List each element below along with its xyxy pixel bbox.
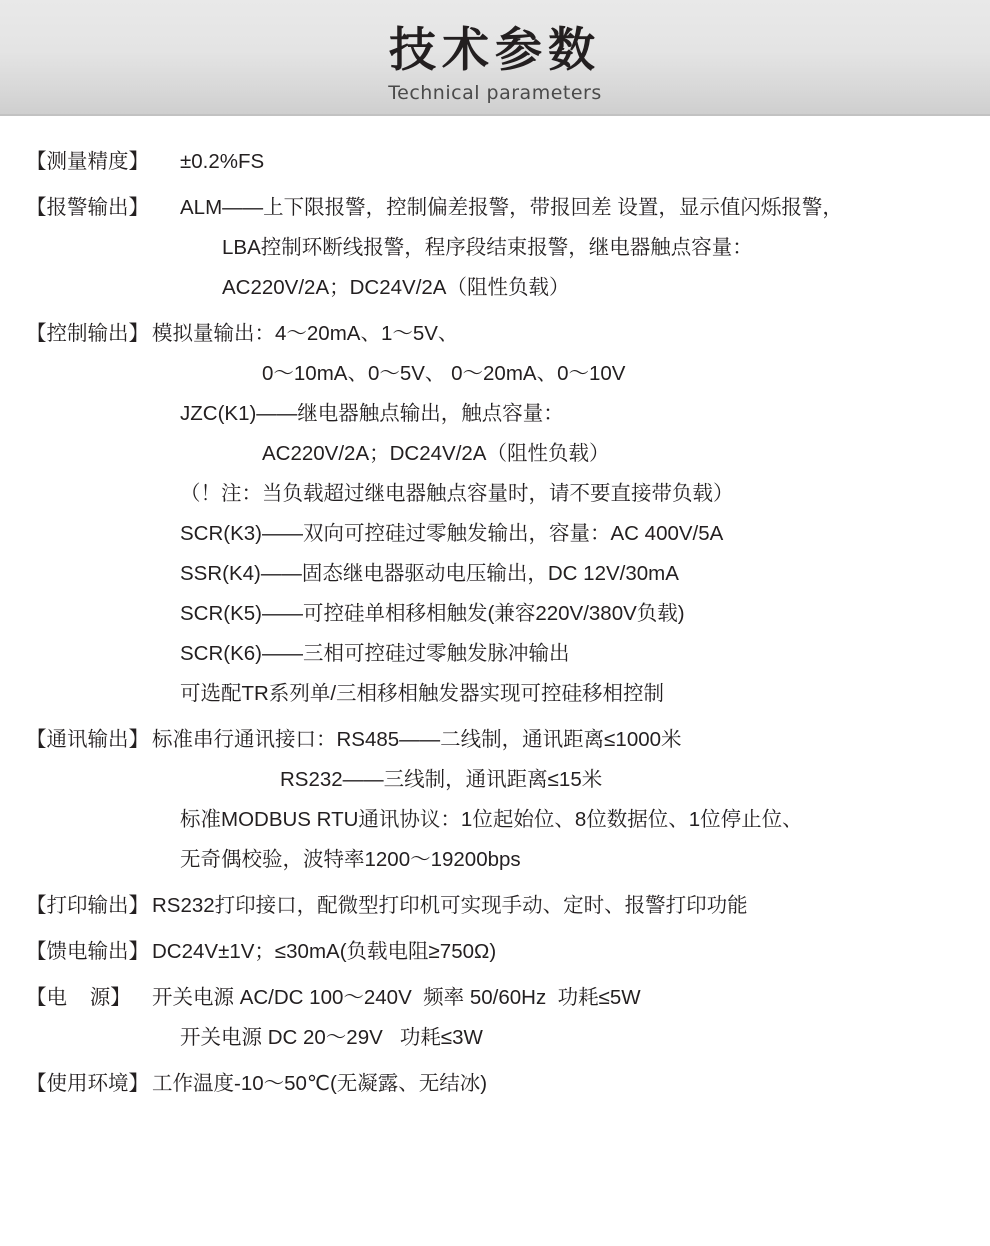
- spec-label: 【控制输出】: [26, 322, 149, 345]
- spec-line: 可选配TR系列单/三相移相触发器实现可控硅移相控制: [180, 682, 665, 705]
- spec-row: [0, 142, 990, 182]
- spec-row: [0, 314, 990, 714]
- spec-row: [0, 188, 990, 308]
- spec-label: 【测量精度】: [26, 150, 149, 173]
- spec-row: [0, 886, 990, 926]
- spec-line: SSR(K4)——固态继电器驱动电压输出，DC 12V/30mA: [180, 562, 679, 585]
- spec-line: JZC(K1)——继电器触点输出，触点容量：: [180, 402, 564, 425]
- spec-line: ±0.2%FS: [180, 150, 265, 173]
- page-title: 技术参数: [389, 23, 601, 76]
- spec-line: DC24V±1V；≤30mA(负载电阻≥750Ω): [152, 940, 497, 963]
- spec-value: [152, 1064, 990, 1104]
- spec-label: 【馈电输出】: [26, 940, 149, 963]
- spec-line: SCR(K6)——三相可控硅过零触发脉冲输出: [180, 642, 570, 665]
- spec-list: [0, 116, 990, 1104]
- spec-line: RS232打印接口，配微型打印机可实现手动、定时、报警打印功能: [152, 894, 748, 917]
- spec-line: 工作温度-10～50℃(无凝露、无结冰): [152, 1072, 488, 1095]
- spec-value: [152, 720, 990, 880]
- spec-label: 【报警输出】: [26, 196, 149, 219]
- spec-label: 【使用环境】: [26, 1072, 149, 1095]
- spec-line: 0～10mA、0～5V、 0～20mA、0～10V: [262, 362, 626, 385]
- spec-line: ALM——上下限报警，控制偏差报警，带报回差 设置，显示值闪烁报警，: [180, 196, 843, 219]
- spec-line: LBA控制环断线报警，程序段结束报警，继电器触点容量：: [222, 236, 753, 259]
- spec-line: 标准串行通讯接口：RS485——二线制，通讯距离≤1000米: [152, 728, 682, 751]
- spec-label: 【通讯输出】: [26, 728, 149, 751]
- spec-value: [152, 932, 990, 972]
- spec-label: 【电 源】: [26, 986, 131, 1009]
- spec-line: 标准MODBUS RTU通讯协议：1位起始位、8位数据位、1位停止位、: [180, 808, 803, 831]
- spec-line: （！注：当负载超过继电器触点容量时，请不要直接带负载）: [180, 482, 734, 505]
- spec-value: [152, 314, 990, 714]
- spec-value: [152, 978, 990, 1058]
- spec-line: AC220V/2A；DC24V/2A（阻性负载）: [262, 442, 610, 465]
- spec-line: AC220V/2A；DC24V/2A（阻性负载）: [222, 276, 570, 299]
- spec-row: [0, 1064, 990, 1104]
- spec-line: 开关电源 AC/DC 100～240V 频率 50/60Hz 功耗≤5W: [152, 986, 641, 1009]
- page-subtitle: Technical parameters: [388, 82, 602, 104]
- spec-line: 模拟量输出：4～20mA、1～5V、: [152, 322, 459, 345]
- spec-line: 无奇偶校验，波特率1200～19200bps: [180, 848, 521, 871]
- spec-line: SCR(K5)——可控硅单相移相触发(兼容220V/380V负载): [180, 602, 685, 625]
- spec-row: [0, 932, 990, 972]
- spec-row: [0, 978, 990, 1058]
- spec-line: SCR(K3)——双向可控硅过零触发输出，容量：AC 400V/5A: [180, 522, 724, 545]
- spec-line: 开关电源 DC 20～29V 功耗≤3W: [180, 1026, 483, 1049]
- spec-line: RS232——三线制，通讯距离≤15米: [280, 768, 603, 791]
- spec-value: [152, 886, 990, 926]
- spec-value: [152, 142, 990, 182]
- spec-value: [152, 188, 990, 308]
- spec-row: [0, 720, 990, 880]
- header-banner: [0, 0, 990, 116]
- spec-label: 【打印输出】: [26, 894, 149, 917]
